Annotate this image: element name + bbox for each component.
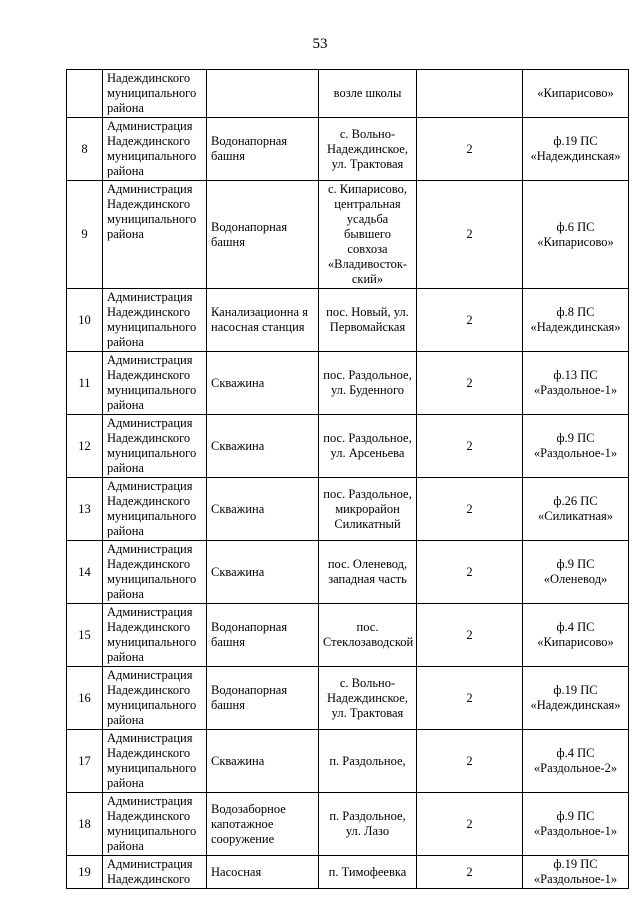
power-feed-cell: ф.6 ПС «Кипарисово» (523, 181, 629, 289)
address-cell: пос. Раздольное, ул. Буденного (319, 352, 417, 415)
address-cell: пос. Новый, ул. Первомайская (319, 289, 417, 352)
row-number: 10 (67, 289, 103, 352)
table-row (67, 118, 629, 181)
facility-type-cell: Насосная (207, 856, 319, 889)
address-cell: с. Кипарисово, центральная усадьба бывшего совхоза «Владивосток-ский» (319, 181, 417, 289)
facility-type-cell: Водонапорная башня (207, 181, 319, 289)
facility-type-cell: Скважина (207, 541, 319, 604)
row-number: 11 (67, 352, 103, 415)
organization-cell: Администрация Надеждинского муниципального района (103, 181, 207, 289)
facility-type-cell: Скважина (207, 478, 319, 541)
category-cell: 2 (417, 352, 523, 415)
organization-cell: Администрация Надеждинского муниципального района (103, 793, 207, 856)
address-cell: пос. Стеклозаводской (319, 604, 417, 667)
category-cell: 2 (417, 856, 523, 889)
table-row (67, 667, 629, 730)
category-cell: 2 (417, 541, 523, 604)
category-cell: 2 (417, 181, 523, 289)
organization-cell: Администрация Надеждинского муниципального района (103, 730, 207, 793)
facility-type-cell: Канализационна я насосная станция (207, 289, 319, 352)
address-cell: с. Вольно-Надеждинское, ул. Трактовая (319, 118, 417, 181)
row-number (67, 70, 103, 118)
organization-cell: Администрация Надеждинского (103, 856, 207, 889)
category-cell: 2 (417, 730, 523, 793)
category-cell: 2 (417, 793, 523, 856)
address-cell: п. Тимофеевка (319, 856, 417, 889)
address-cell: с. Вольно-Надеждинское, ул. Трактовая (319, 667, 417, 730)
facility-type-cell: Водонапорная башня (207, 118, 319, 181)
organization-cell: Администрация Надеждинского муниципального района (103, 667, 207, 730)
category-cell: 2 (417, 667, 523, 730)
address-cell: возле школы (319, 70, 417, 118)
power-feed-cell: ф.26 ПС «Силикатная» (523, 478, 629, 541)
row-number: 12 (67, 415, 103, 478)
table-row (67, 415, 629, 478)
row-number: 14 (67, 541, 103, 604)
facility-type-cell: Скважина (207, 730, 319, 793)
row-number: 18 (67, 793, 103, 856)
power-feed-cell: ф.9 ПС «Раздольное-1» (523, 793, 629, 856)
address-cell: п. Раздольное, (319, 730, 417, 793)
table-row (67, 70, 629, 118)
power-feed-cell: ф.4 ПС «Кипарисово» (523, 604, 629, 667)
organization-cell: Надеждинского муниципального района (103, 70, 207, 118)
category-cell (417, 70, 523, 118)
organization-cell: Администрация Надеждинского муниципального района (103, 415, 207, 478)
power-feed-cell: ф.19 ПС «Надеждинская» (523, 118, 629, 181)
facility-type-cell: Скважина (207, 415, 319, 478)
power-feed-cell: ф.13 ПС «Раздольное-1» (523, 352, 629, 415)
table-row (67, 352, 629, 415)
category-cell: 2 (417, 118, 523, 181)
row-number: 16 (67, 667, 103, 730)
organization-cell: Администрация Надеждинского муниципального района (103, 289, 207, 352)
organization-cell: Администрация Надеждинского муниципального района (103, 541, 207, 604)
address-cell: пос. Раздольное, микрорайон Силикатный (319, 478, 417, 541)
facility-type-cell: Скважина (207, 352, 319, 415)
power-feed-cell: «Кипарисово» (523, 70, 629, 118)
category-cell: 2 (417, 478, 523, 541)
row-number: 15 (67, 604, 103, 667)
facilities-table (66, 69, 629, 889)
organization-cell: Администрация Надеждинского муниципального района (103, 604, 207, 667)
organization-cell: Администрация Надеждинского муниципального района (103, 118, 207, 181)
facility-type-cell: Водозаборное капотажное сооружение (207, 793, 319, 856)
table-row (67, 478, 629, 541)
facility-type-cell (207, 70, 319, 118)
category-cell: 2 (417, 415, 523, 478)
table-row (67, 289, 629, 352)
power-feed-cell: ф.9 ПС «Оленевод» (523, 541, 629, 604)
table-row (67, 541, 629, 604)
facility-type-cell: Водонапорная башня (207, 667, 319, 730)
power-feed-cell: ф.19 ПС «Надеждинская» (523, 667, 629, 730)
power-feed-cell: ф.8 ПС «Надеждинская» (523, 289, 629, 352)
facility-type-cell: Водонапорная башня (207, 604, 319, 667)
organization-cell: Администрация Надеждинского муниципального района (103, 352, 207, 415)
row-number: 13 (67, 478, 103, 541)
table-row (67, 730, 629, 793)
table-row (67, 793, 629, 856)
row-number: 8 (67, 118, 103, 181)
address-cell: п. Раздольное, ул. Лазо (319, 793, 417, 856)
category-cell: 2 (417, 289, 523, 352)
row-number: 19 (67, 856, 103, 889)
table-row (67, 856, 629, 889)
power-feed-cell: ф.4 ПС «Раздольное-2» (523, 730, 629, 793)
table-row (67, 181, 629, 289)
row-number: 17 (67, 730, 103, 793)
page-number: 53 (312, 36, 328, 52)
row-number: 9 (67, 181, 103, 289)
organization-cell: Администрация Надеждинского муниципального района (103, 478, 207, 541)
power-feed-cell: ф.9 ПС «Раздольное-1» (523, 415, 629, 478)
address-cell: пос. Оленевод, западная часть (319, 541, 417, 604)
table-row (67, 604, 629, 667)
category-cell: 2 (417, 604, 523, 667)
power-feed-cell: ф.19 ПС «Раздольное-1» (523, 856, 629, 889)
address-cell: пос. Раздольное, ул. Арсеньева (319, 415, 417, 478)
